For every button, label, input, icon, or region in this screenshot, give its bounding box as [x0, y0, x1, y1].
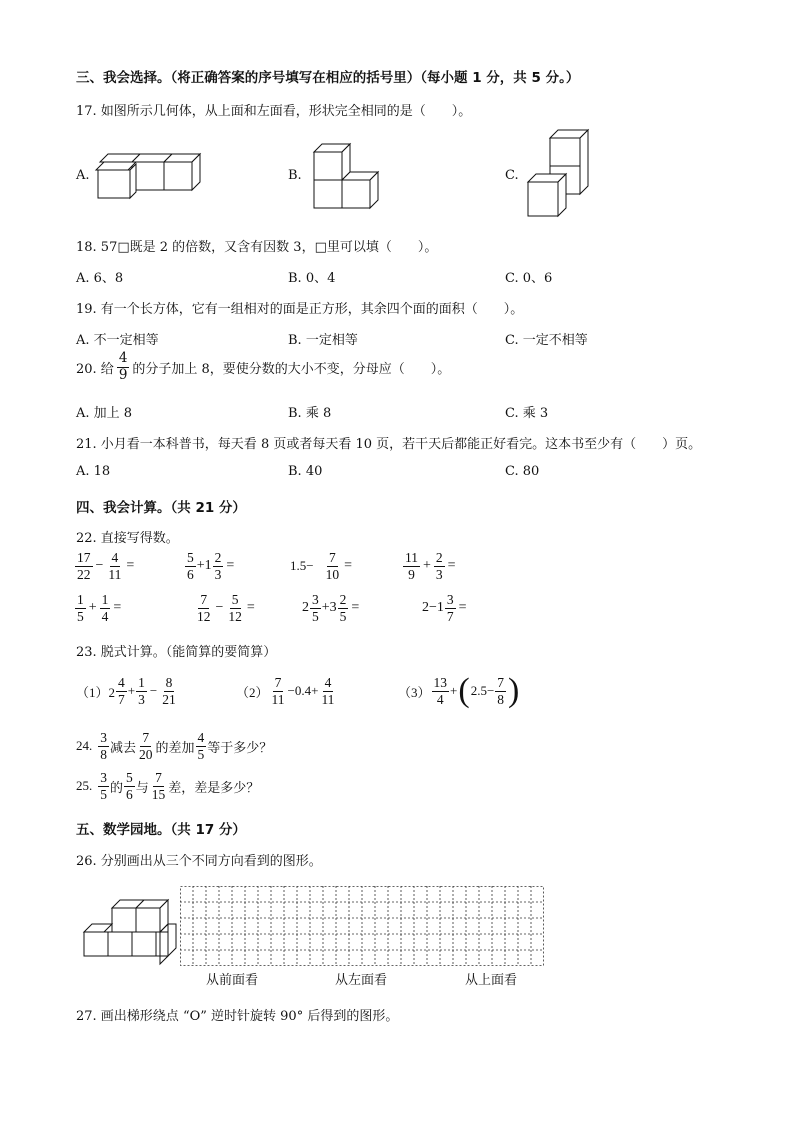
option-18-a: A. 6、8: [76, 271, 124, 286]
question-17: 17. 如图所示几何体，从上面和左面看，形状完全相同的是（ ）。: [76, 104, 472, 119]
option-21-b: B. 40: [288, 464, 323, 479]
grid-label-top: 从上面看: [465, 973, 518, 988]
drawing-grid: [180, 886, 544, 966]
expression-22-2: $\frac{5}{6}$ +1 $\frac{2}{3}$ =: [187, 550, 235, 582]
expression-23-1: （1）2 $\frac{4}{7}$ + $\frac{1}{3}$ − $\frac{8}{21}$: [76, 675, 176, 707]
solid-figure-c: [526, 130, 596, 220]
option-21-a: A. 18: [76, 464, 111, 479]
option-20-c: C. 乘 3: [505, 406, 549, 421]
question-19: 19. 有一个长方体，它有一组相对的面是正方形，其余四个面的面积（ ）。: [76, 302, 524, 317]
question-25: 25. $\frac{3}{5}$ 的 $\frac{5}{6}$ 与 $\frac{7}{15}$ 差，差是多少？: [76, 770, 260, 802]
expression-23-2: （2） $\frac{7}{11}$ −0.4+ $\frac{4}{11}$: [236, 675, 335, 707]
expression-23-3: （3） $\frac{13}{4}$ + ( 2.5− $\frac{7}{8}$ ): [398, 672, 520, 709]
question-24: 24. $\frac{3}{8}$ 减去 $\frac{7}{20}$ 的差加 $\frac{4}{5}$ 等于多少？: [76, 730, 273, 762]
question-21: 21. 小月看一本科普书，每天看 8 页或者每天看 10 页，若干天后都能正好看完。这本书至少有（ ）页。: [76, 437, 702, 452]
expression-22-6: $\frac{7}{12}$ − $\frac{5}{12}$ =: [197, 592, 255, 624]
denominator: 9: [118, 366, 128, 383]
expression-22-5: $\frac{1}{5}$ + $\frac{1}{4}$ =: [77, 592, 122, 624]
grid-label-front: 从前面看: [206, 973, 259, 988]
question-27: 27. 画出梯形绕点 “O” 逆时针旋转 90° 后得到的图形。: [76, 1009, 399, 1024]
fraction-4-9: [117, 352, 130, 382]
question-20-suffix: 的分子加上 8，要使分数的大小不变，分母应（ ）。: [132, 361, 451, 377]
question-20: [76, 352, 450, 382]
numerator: 4: [118, 350, 128, 366]
option-17-a: A.: [76, 168, 90, 183]
expression-22-8: 2−1 $\frac{3}{7}$ =: [422, 592, 467, 624]
section-3-title: 三、我会选择。（将正确答案的序号填写在相应的括号里）（每小题 1 分，共 5 分。）: [76, 70, 580, 86]
option-18-c: C. 0、6: [505, 271, 553, 286]
grid-label-left: 从左面看: [335, 973, 388, 988]
solid-figure-a: [96, 148, 206, 200]
expression-22-4: $\frac{11}{9}$ + $\frac{2}{3}$ =: [405, 550, 456, 582]
expression-22-3: 1.5− $\frac{7}{10}$ =: [290, 550, 352, 582]
section-4-title: 四、我会计算。（共 21 分）: [76, 500, 246, 516]
option-18-b: B. 0、4: [288, 271, 336, 286]
option-21-c: C. 80: [505, 464, 540, 479]
solid-figure-b: [312, 144, 392, 208]
option-19-b: B. 一定相等: [288, 333, 358, 348]
option-20-a: A. 加上 8: [76, 406, 133, 421]
question-22: 22. 直接写得数。: [76, 531, 179, 546]
question-18: 18. 57□既是 2 的倍数，又含有因数 3，□里可以填（ ）。: [76, 240, 438, 255]
solid-figure-26: [82, 896, 182, 966]
question-23: 23. 脱式计算。（能简算的要简算）: [76, 645, 277, 660]
option-19-c: C. 一定不相等: [505, 333, 588, 348]
expression-22-1: $\frac{17}{22}$ − $\frac{4}{11}$ =: [77, 550, 135, 582]
section-5-title: 五、数学园地。（共 17 分）: [76, 822, 246, 838]
option-17-c: C.: [505, 168, 519, 183]
question-20-prefix: 20. 给: [76, 361, 114, 377]
expression-22-7: 2 $\frac{3}{5}$ +3 $\frac{2}{5}$ =: [302, 592, 360, 624]
option-19-a: A. 不一定相等: [76, 333, 159, 348]
option-20-b: B. 乘 8: [288, 406, 332, 421]
question-26: 26. 分别画出从三个不同方向看到的图形。: [76, 854, 322, 869]
option-17-b: B.: [288, 168, 302, 183]
